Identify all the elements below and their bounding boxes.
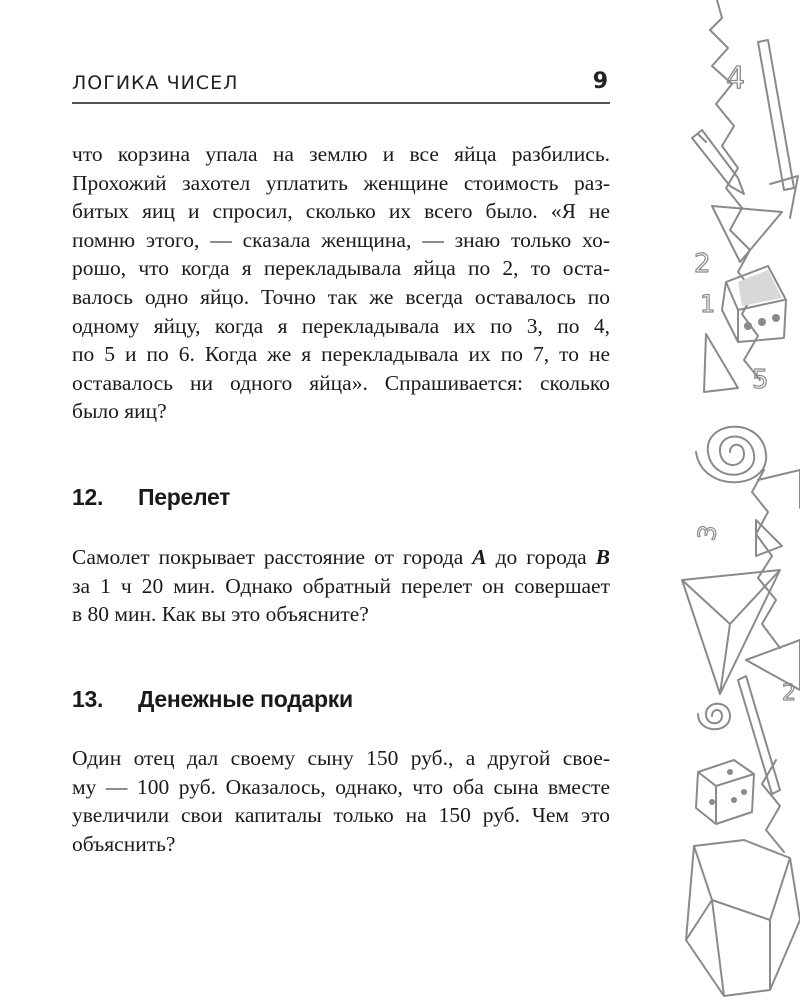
digit-icon: 5 bbox=[752, 365, 769, 395]
polyhedron-icon bbox=[686, 840, 800, 996]
digit-icon: 2 bbox=[694, 249, 711, 279]
digit-icon: 4 bbox=[726, 61, 746, 96]
digit-icon: 2 bbox=[782, 681, 796, 706]
text-line: Прохожий захотел уплатить женщине стоимость раз- bbox=[72, 170, 610, 195]
problem-number: 12. bbox=[72, 484, 104, 510]
text-line: по 5 и по 6. Когда же я перекладывала их по 7, то не bbox=[72, 342, 610, 367]
text-line: битых яиц и спросил, сколько их всего было. «Я не bbox=[72, 199, 610, 224]
text-line: объяснить? bbox=[72, 831, 176, 856]
pencil-icon bbox=[692, 130, 744, 194]
ruler-icon bbox=[758, 40, 794, 190]
text-line: помню этого, — сказала женщина, — знаю только хо- bbox=[72, 227, 610, 252]
text-line: Самолет покрывает расстояние от города А до города В bbox=[72, 545, 610, 569]
text-line: было яиц? bbox=[72, 399, 167, 424]
triangle-icon bbox=[758, 470, 800, 508]
digit-icon: 3 bbox=[692, 522, 723, 543]
text-line: валось одно яйцо. Точно так же всегда оставалось по bbox=[72, 284, 610, 309]
spiral-icon bbox=[696, 427, 766, 483]
problem-13-heading bbox=[72, 686, 353, 713]
text-line: му — 100 руб. Оказалось, однако, что оба сына вместе bbox=[72, 774, 610, 799]
text-line: в 80 мин. Как вы это объясните? bbox=[72, 602, 369, 627]
text-line: увеличили свои капиталы только на 150 руб. Чем это bbox=[72, 803, 610, 828]
problem-number: 13. bbox=[72, 686, 104, 712]
problem-13-text bbox=[72, 744, 610, 858]
running-header bbox=[72, 70, 610, 104]
pyramid-icon bbox=[682, 570, 780, 694]
triangle-icon bbox=[712, 206, 782, 262]
city-a: А bbox=[472, 545, 487, 569]
text-line: за 1 ч 20 мин. Однако обратный перелет он совершает bbox=[72, 573, 610, 598]
intro-paragraph bbox=[72, 140, 610, 426]
city-b: В bbox=[595, 545, 610, 569]
text-line: Один отец дал своему сыну 150 руб., а другой свое- bbox=[72, 746, 610, 770]
text-line: оставалось ни одного яйца». Спрашивается: сколько bbox=[72, 370, 610, 395]
digit-icon: 1 bbox=[700, 290, 716, 318]
math-doodles-border bbox=[672, 0, 800, 1000]
spiral-icon bbox=[698, 704, 730, 730]
text-line: рошо, что когда я перекладывала яйца по 2, то оста- bbox=[72, 256, 610, 281]
text-line: что корзина упала на землю и все яйца разбились. bbox=[72, 142, 610, 166]
page-number: 9 bbox=[592, 69, 608, 94]
problem-12-heading bbox=[72, 484, 230, 511]
chapter-title: ЛОГИКА ЧИСЕЛ bbox=[72, 72, 239, 94]
text-line: одному яйцу, когда я перекладывала их по 3, по 4, bbox=[72, 313, 610, 338]
problem-title: Денежные подарки bbox=[138, 686, 353, 712]
problem-title: Перелет bbox=[138, 484, 231, 510]
set-square-icon bbox=[704, 334, 738, 392]
problem-12-text bbox=[72, 543, 610, 629]
